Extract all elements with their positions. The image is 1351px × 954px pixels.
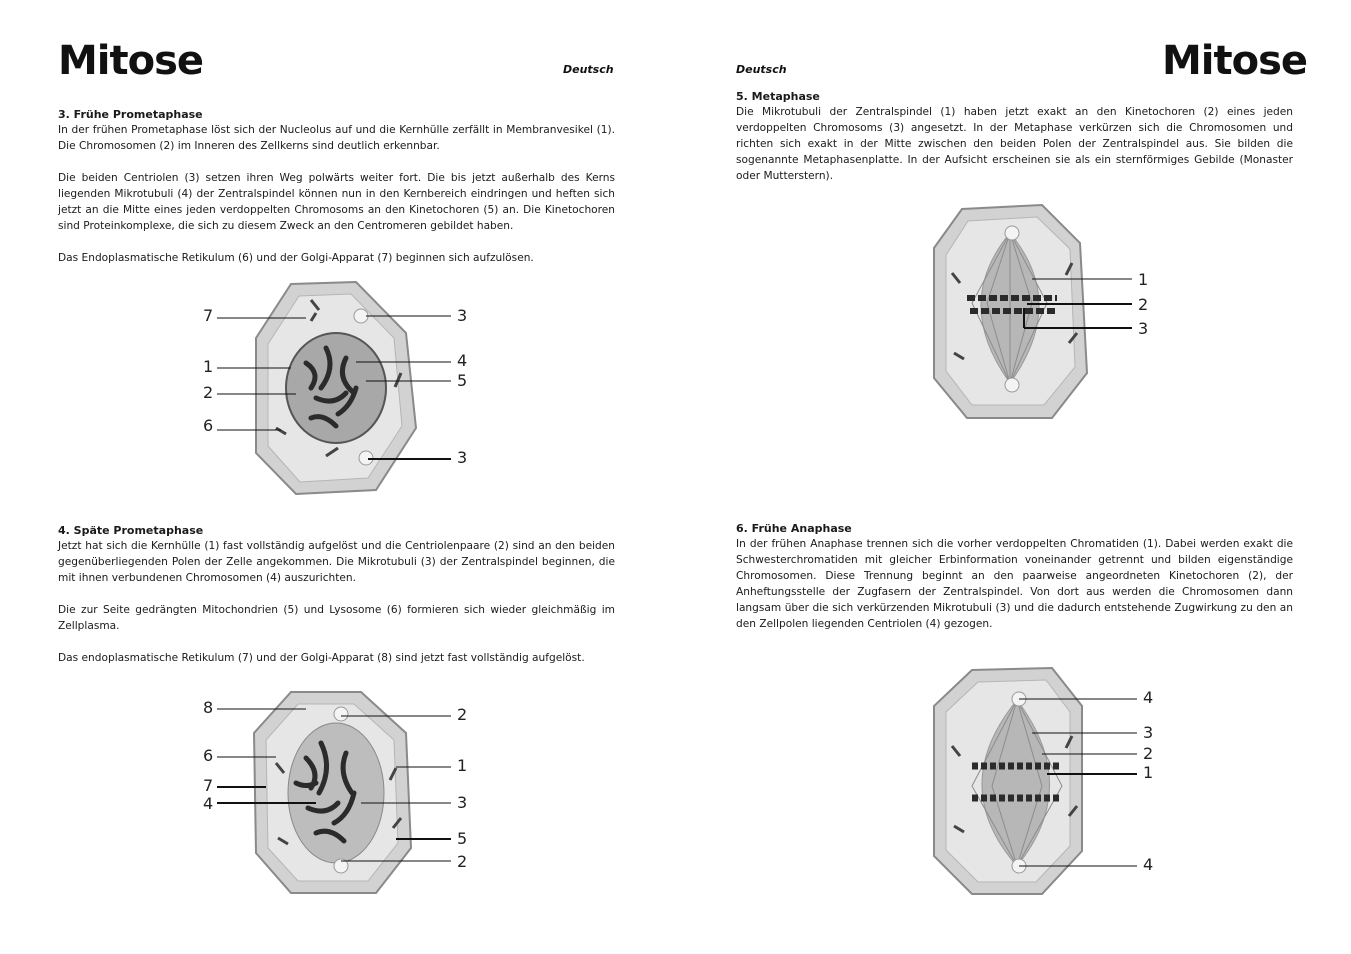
paragraph: Das endoplasmatische Retikulum (7) und der Golgi-Apparat (8) sind jetzt fast vollständig aufgelöst. bbox=[58, 652, 585, 664]
label-chromosomes: 3 bbox=[1138, 319, 1149, 338]
cell-illustration bbox=[256, 282, 416, 494]
label-microtubules: 1 bbox=[1138, 270, 1149, 289]
label-chromatids: 1 bbox=[1143, 763, 1154, 782]
left-page bbox=[0, 0, 675, 954]
label-centriole-top: 2 bbox=[457, 705, 468, 724]
label-er: 7 bbox=[203, 776, 214, 795]
label-centriole-top: 4 bbox=[1143, 688, 1154, 707]
paragraph: Die Mikrotubuli der Zentralspindel (1) haben jetzt exakt an den Kinetochoren (2) eines jeden verdoppelten Chromosoms (3) angesetzt. In der Metaphase verkürzen sich die Chromosomen und richten sich exakt in der Mitte zwischen den beiden Polen der Zentralspindel aus. Sie bilden die sogenannte Metaphasenplatte. In der Aufsicht erscheinen sie als ein sternförmiges Gebilde (Monaster oder Mutterstern). bbox=[736, 106, 1293, 182]
paragraph: Die zur Seite gedrängten Mitochondrien (5) und Lysosome (6) formieren sich wieder gleichmäßig im Zellplasma. bbox=[58, 604, 615, 632]
label-kinetochores: 2 bbox=[1143, 744, 1154, 763]
label-nuclear-envelope: 1 bbox=[457, 756, 468, 775]
late-prometaphase-figure bbox=[196, 688, 486, 898]
language-label: Deutsch bbox=[563, 63, 614, 76]
section-metaphase bbox=[736, 90, 1293, 200]
label-centriole-top: 3 bbox=[457, 306, 468, 325]
label-chromosomes: 4 bbox=[203, 794, 214, 813]
paragraph: Jetzt hat sich die Kernhülle (1) fast vollständig aufgelöst und die Centriolenpaare (2) sind an den beiden gegenüberliegenden Polen der Zelle angekommen. Die Mikrotubuli (3) der Zentralspindel beginnen, die mit ihnen verbundenen Chromosomen (4) auszurichten. bbox=[58, 540, 615, 584]
label-golgi: 7 bbox=[203, 306, 214, 325]
label-kinetochores: 2 bbox=[1138, 295, 1149, 314]
label-centriole-bottom: 2 bbox=[457, 852, 468, 871]
cell-illustration bbox=[934, 205, 1087, 418]
section-heading: 4. Späte Prometaphase bbox=[58, 524, 204, 537]
label-kinetochores: 5 bbox=[457, 371, 468, 390]
right-page bbox=[676, 0, 1351, 954]
section-heading: 6. Frühe Anaphase bbox=[736, 522, 852, 535]
label-centriole-bottom: 4 bbox=[1143, 855, 1154, 874]
cell-illustration bbox=[254, 692, 411, 893]
paragraph: Die beiden Centriolen (3) setzen ihren Weg polwärts weiter fort. Die bis jetzt außerhalb des Kerns liegenden Mikrotubuli (4) der Zentralspindel können nun in den Kernbereich eindringen und heften sich jetzt an die Mitte eines jeden verdoppelten Chromosoms an den Kinetochoren (5) an. Die Kinetochoren sind Proteinkomplexe, die sich zu diesem Zweck an den Centromeren gebildet haben. bbox=[58, 172, 615, 232]
cell-illustration bbox=[934, 668, 1082, 894]
label-membrane-vesicles: 1 bbox=[203, 357, 214, 376]
label-centriole-bottom: 3 bbox=[457, 448, 468, 467]
section-late-prometaphase bbox=[58, 524, 615, 682]
metaphase-figure bbox=[932, 203, 1157, 425]
page-title: Mitose bbox=[58, 38, 204, 84]
label-microtubules: 3 bbox=[457, 793, 468, 812]
label-chromosomes: 2 bbox=[203, 383, 214, 402]
section-early-anaphase bbox=[736, 522, 1293, 648]
label-microtubules: 4 bbox=[457, 351, 468, 370]
label-golgi: 8 bbox=[203, 698, 214, 717]
label-microtubules: 3 bbox=[1143, 723, 1154, 742]
language-label: Deutsch bbox=[736, 63, 787, 76]
early-prometaphase-figure bbox=[196, 278, 486, 500]
label-er: 6 bbox=[203, 416, 214, 435]
paragraph: Das Endoplasmatische Retikulum (6) und der Golgi-Apparat (7) beginnen sich aufzulösen. bbox=[58, 252, 534, 264]
label-lysosomes: 6 bbox=[203, 746, 214, 765]
paragraph: In der frühen Anaphase trennen sich die vorher verdoppelten Chromatiden (1). Dabei werden exakt die Schwesterchromatiden mit gleicher Erbinformation voneinander getrennt und bilden eigenständige Chromosomen. Diese Trennung beginnt an den paarweise angeordneten Kinetochoren (2), der Anheftungsstelle der Zugfasern der Zentralspindel. Von dort aus werden die Chromosomen dann langsam über die sich verkürzenden Mikrotubuli (3) und die dadurch entstehende Zugwirkung zu den an den Zellpolen liegenden Centriolen (4) gezogen. bbox=[736, 538, 1293, 630]
section-early-prometaphase bbox=[58, 108, 615, 282]
section-heading: 5. Metaphase bbox=[736, 90, 820, 103]
label-mitochondria: 5 bbox=[457, 829, 468, 848]
early-anaphase-figure bbox=[932, 666, 1157, 898]
section-heading: 3. Frühe Prometaphase bbox=[58, 108, 203, 121]
paragraph: In der frühen Prometaphase löst sich der Nucleolus auf und die Kernhülle zerfällt in Membranvesikel (1). Die Chromosomen (2) im Inneren des Zellkerns sind deutlich erkennbar. bbox=[58, 124, 615, 152]
page-title: Mitose bbox=[1162, 38, 1308, 84]
